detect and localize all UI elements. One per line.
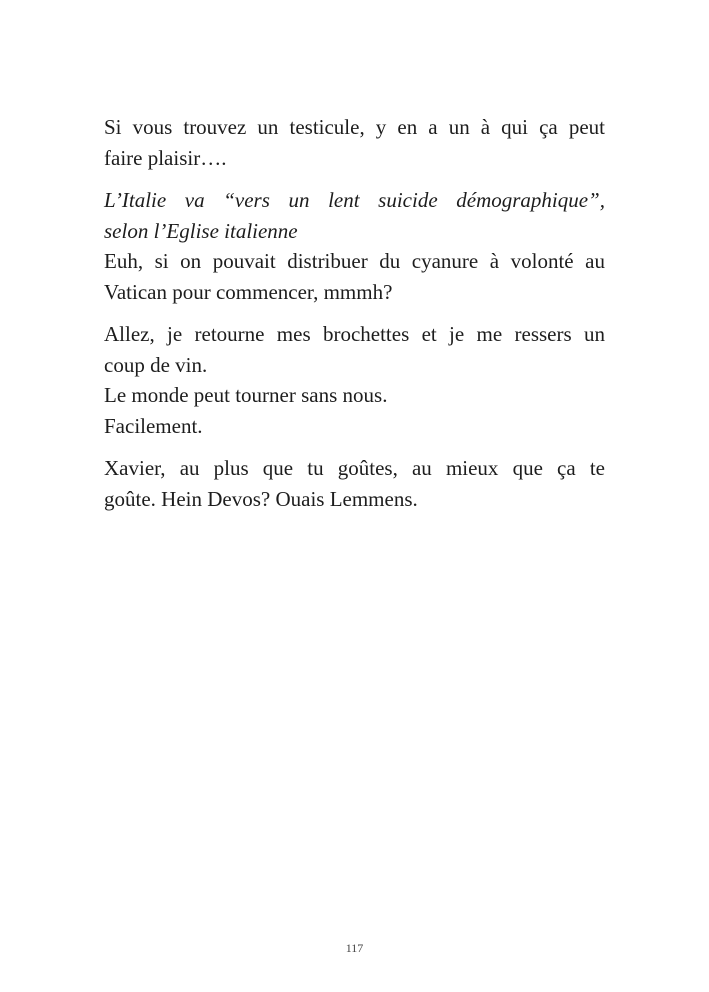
news-headline-line: L’Italie va “vers un lent suicide démographique”, — [104, 188, 605, 212]
text-line: faire plaisir…. — [104, 145, 227, 170]
text-line: Si vous trouvez un testicule, y en a un à qui ça peut — [104, 115, 605, 139]
paragraph-brochettes — [104, 319, 605, 441]
text-line: Vatican pour commencer, mmmh? — [104, 279, 393, 304]
text-line: coup de vin. — [104, 352, 208, 377]
text-line: Allez, je retourne mes brochettes et je me ressers un — [104, 322, 605, 346]
body-text — [104, 112, 605, 526]
text-line: Facilement. — [104, 413, 203, 438]
text-line: goûte. Hein Devos? Ouais Lemmens. — [104, 486, 418, 511]
paragraph-testicule — [104, 112, 605, 173]
news-headline-line: selon l’Eglise italienne — [104, 218, 298, 243]
text-line: Xavier, au plus que tu goûtes, au mieux que ça te — [104, 456, 605, 480]
text-line: Euh, si on pouvait distribuer du cyanure à volonté au — [104, 249, 605, 273]
paragraph-italie — [104, 185, 605, 307]
page-number: 117 — [345, 941, 364, 955]
paragraph-xavier — [104, 453, 605, 514]
text-line: Le monde peut tourner sans nous. — [104, 383, 388, 407]
